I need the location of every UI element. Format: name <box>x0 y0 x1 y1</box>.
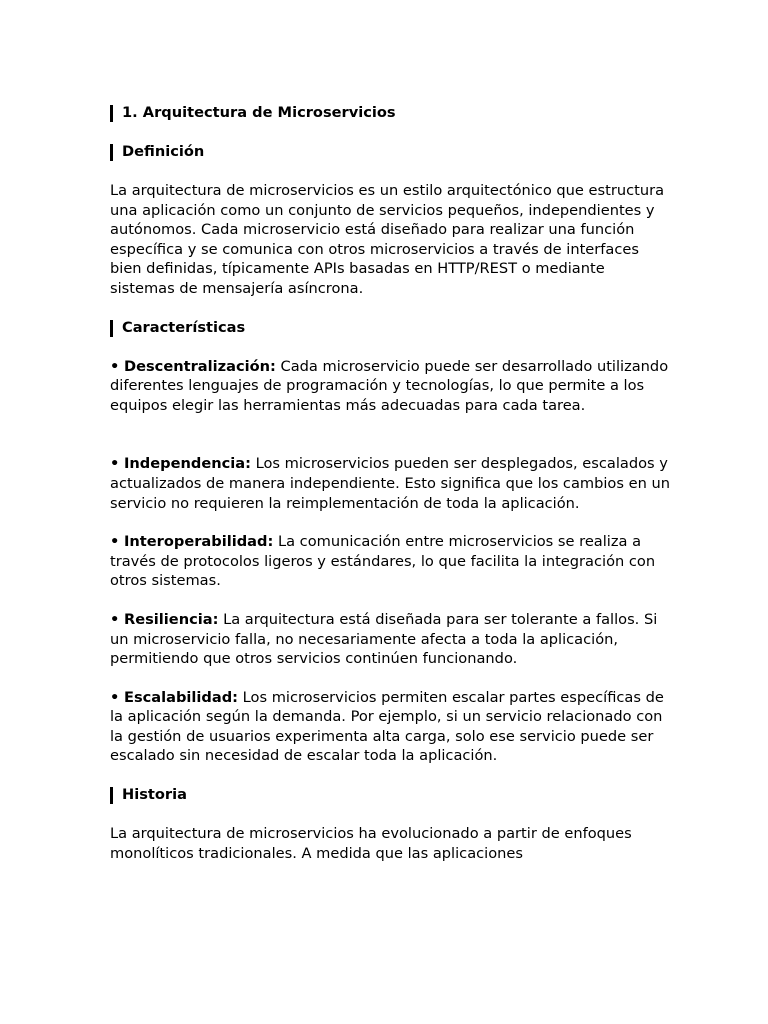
heading-bar <box>110 320 113 337</box>
historia-heading <box>110 785 670 805</box>
bullet-text: La arquitectura está diseñada para ser tolerante a fallos. Si un microservicio falla, no necesariamente afecta a toda la aplicación, permitiendo que otros servicios continúen funcionando. <box>110 610 658 668</box>
document-page <box>110 103 670 863</box>
definicion-heading <box>110 142 670 162</box>
list-item-escalabilidad <box>110 688 670 766</box>
bullet-term: Descentralización: <box>123 357 276 375</box>
heading-bar <box>110 787 113 804</box>
definicion-heading-text: Definición <box>122 143 205 160</box>
bullet-term: Interoperabilidad: <box>123 533 274 551</box>
bullet-mark: • <box>110 688 120 706</box>
list-item-descentralizacion <box>110 357 670 416</box>
heading-bar <box>110 105 113 122</box>
list-item-resiliencia <box>110 610 670 669</box>
bullet-mark: • <box>110 357 120 375</box>
list-item-independencia <box>110 454 670 513</box>
bullet-term: Escalabilidad: <box>123 688 239 706</box>
historia-paragraph: La arquitectura de microservicios ha evolucionado a partir de enfoques monolíticos tradicionales. A medida que las aplicaciones <box>110 825 632 862</box>
bullet-mark: • <box>110 455 120 473</box>
section-title-text: 1. Arquitectura de Microservicios <box>122 104 396 121</box>
caracteristicas-heading-text: Características <box>122 318 246 336</box>
caracteristicas-heading <box>110 318 670 338</box>
section-title <box>110 103 670 123</box>
bullet-mark: • <box>110 533 120 551</box>
bullet-term: Independencia: <box>123 455 251 473</box>
bullet-mark: • <box>110 610 120 628</box>
bullet-text: Los microservicios pueden ser desplegados, escalados y actualizados de manera independiente. Esto significa que los cambios en un servicio no requieren la reimplementación de toda la aplicación. <box>110 455 670 512</box>
bullet-text: Cada microservicio puede ser desarrollado utilizando diferentes lenguajes de programación y tecnologías, lo que permite a los equipos elegir las herramientas más adecuadas para cada tarea. <box>110 357 669 414</box>
bullet-text: Los microservicios permiten escalar partes específicas de la aplicación según la demanda. Por ejemplo, si un servicio relacionado con la gestión de usuarios experimenta alta carga, solo ese servicio puede ser escalado sin necesidad de escalar toda la aplicación. <box>110 688 664 765</box>
historia-heading-text: Historia <box>122 786 187 804</box>
bullet-text: La comunicación entre microservicios se realiza a través de protocolos ligeros y estándares, lo que facilita la integración con otros sistemas. <box>110 533 656 590</box>
definicion-paragraph: La arquitectura de microservicios es un estilo arquitectónico que estructura una aplicación como un conjunto de servicios pequeños, independientes y autónomos. Cada microservicio está diseñado para realizar una función específica y se comunica con otros microservicios a través de interfaces bien definidas, típicamente APIs basadas en HTTP/REST o mediante sistemas de mensajería asíncrona. <box>110 182 665 297</box>
bullet-term: Resiliencia: <box>123 610 219 628</box>
list-item-interoperabilidad <box>110 532 670 591</box>
heading-bar <box>110 144 113 161</box>
